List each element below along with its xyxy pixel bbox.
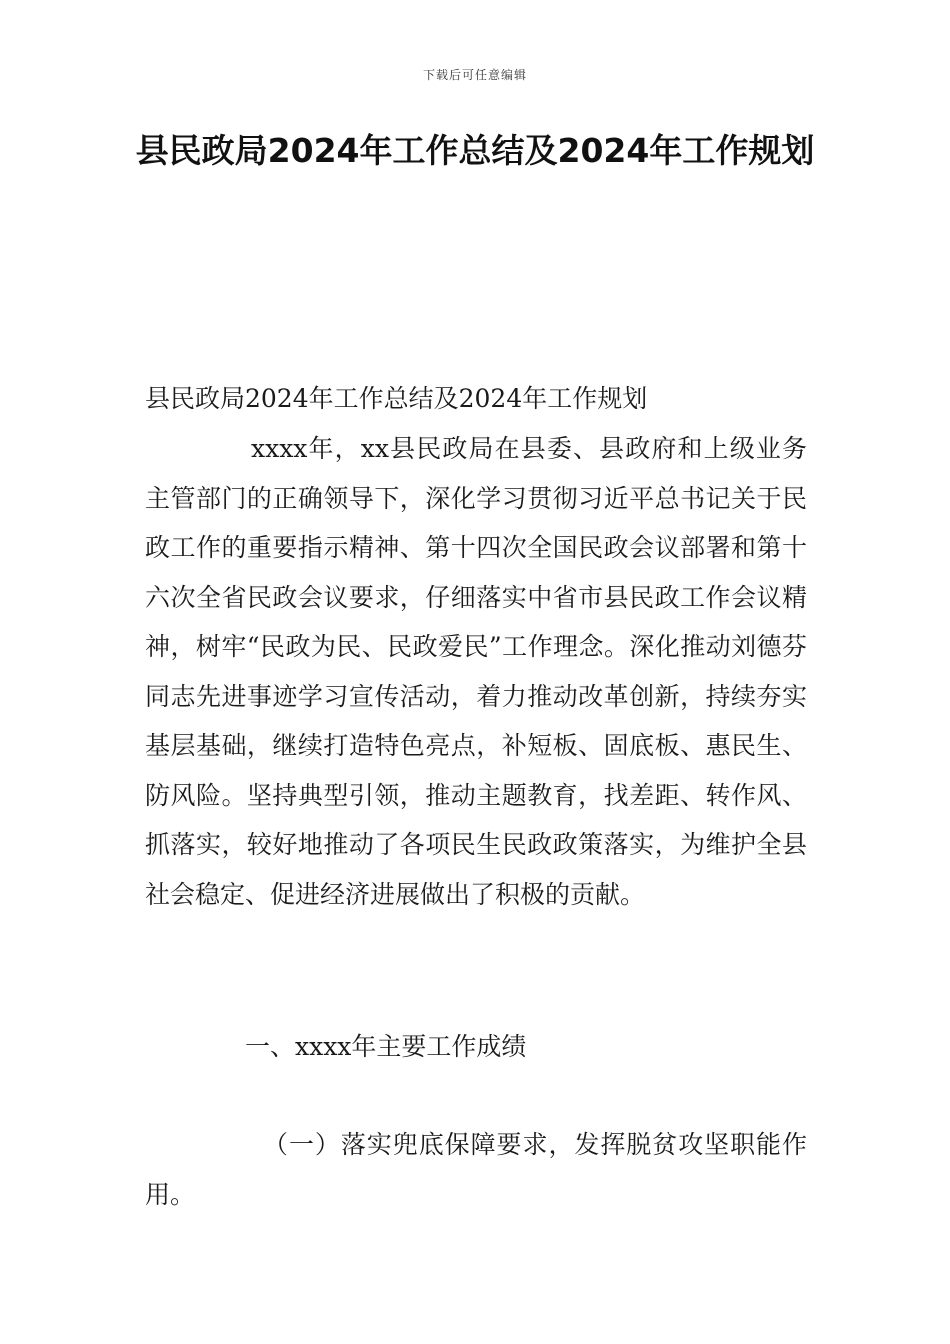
document-title: 县民政局2024年工作总结及2024年工作规划 bbox=[135, 131, 815, 170]
document-subtitle: 县民政局2024年工作总结及2024年工作规划 bbox=[145, 384, 648, 413]
section-heading: 一、xxxx年主要工作成绩 bbox=[245, 1032, 527, 1061]
intro-paragraph: xxxx年，xx县民政局在县委、县政府和上级业务主管部门的正确领导下，深化学习贯彻习近平总书记关于民政工作的重要指示精神、第十四次全国民政会议部署和第十六次全省民政会议要求，仔细落实中省市县民政工作会议精神，树牢“民政为民、民政爱民”工作理念。深化推动刘德芬同志先进事迹学习宣传活动，着力推动改革创新，持续夯实基层基础，继续打造特色亮点，补短板、固底板、惠民生、防风险。坚持典型引领，推动主题教育，找差距、转作风、抓落实，较好地推动了各项民生民政政策落实，为维护全县社会稳定、促进经济进展做出了积极的贡献。 bbox=[145, 434, 807, 909]
sub-heading: （一）落实兜底保障要求，发挥脱贫攻坚职能作用。 bbox=[145, 1130, 807, 1209]
header-note: 下载后可任意编辑 bbox=[422, 68, 527, 82]
